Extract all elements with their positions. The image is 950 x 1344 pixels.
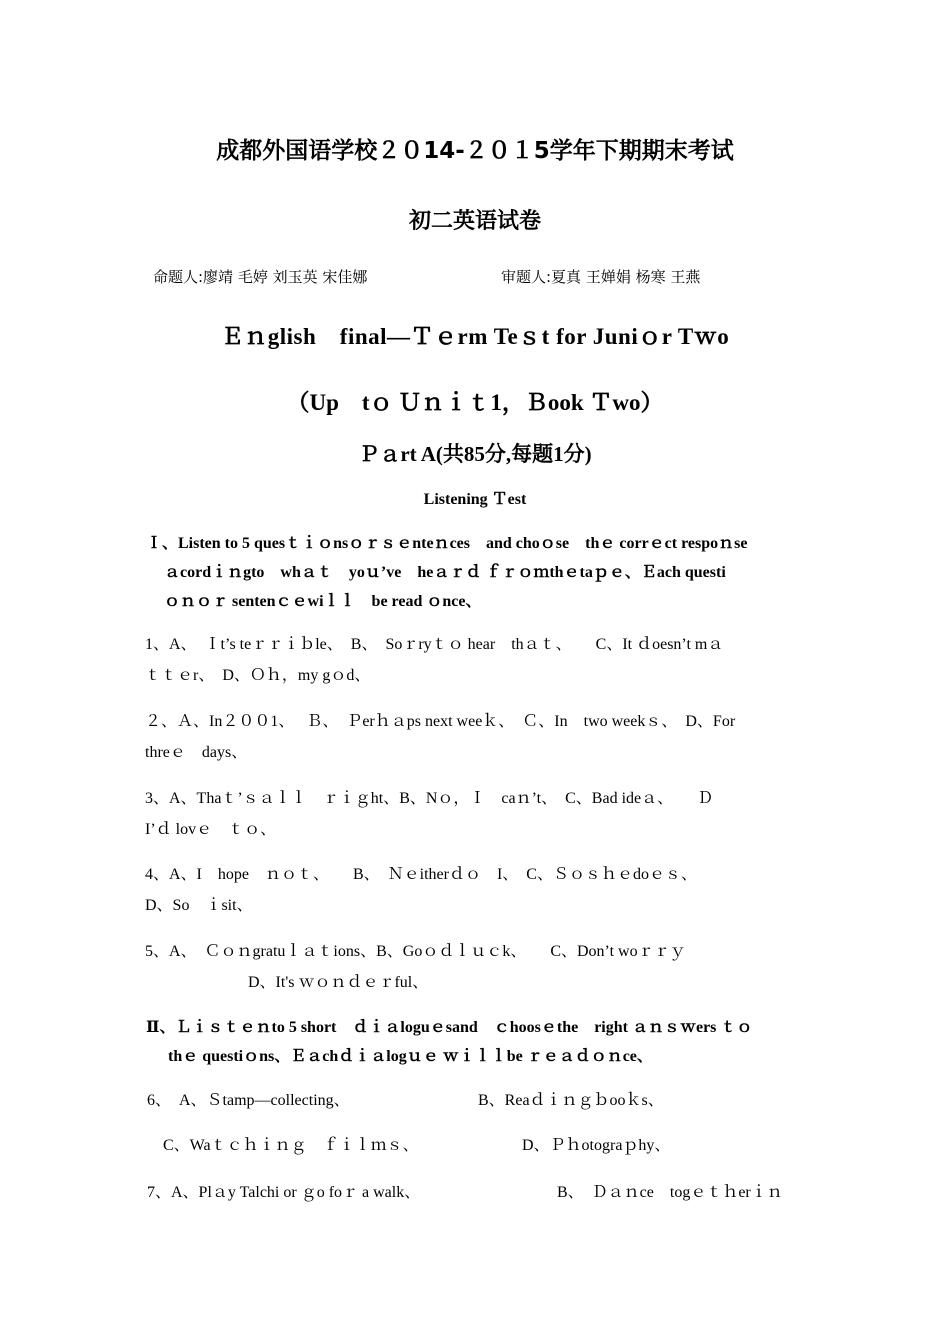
question-5-line2: D、It's ｗｏｎｄｅｒful、 [248, 974, 429, 991]
exam-subtitle: 初二英语试卷 [408, 209, 541, 234]
english-title: Ｅｎglish final—Ｔｅrm Teｓt for Juniｏr Tｗo [220, 324, 730, 349]
question-setters: 命题人:廖靖 毛婷 刘玉英 宋佳娜 [153, 268, 368, 286]
reviewers: 审题人:夏真 王婵娟 杨寒 王燕 [501, 268, 701, 286]
listening-test-heading: Listening Ｔest [423, 491, 527, 508]
english-subtitle: （Up tｏ Ｕｎｉｔ1，Ｂook Ｔwo） [286, 390, 664, 415]
question-4-line2: D、So ｉsit、 [145, 897, 253, 914]
question-6-option-c: C、Waｔｃｈｉｎｇ ｆｉｌｍｓ、 [163, 1137, 419, 1154]
question-2-line1: ２、Ａ、In２００1、 Ｂ、 Ｐerｈａps next weeｋ、 Ｃ、In two weekｓ、 D、For [145, 713, 736, 730]
section1-instruction-line3: ｏｎｏｒ sentenｃｅwiｌｌ be read ｏnce、 [164, 593, 482, 610]
section1-instruction-line2: ａcordｉｎgto whａｔ yoｕ’ve heａｒｄ ｆｒｏｍthｅtaｐｅ、Ｅach questi [164, 564, 726, 581]
question-1-line2: ｔｔｅr、 D、Ｏｈ，my gｏd、 [145, 667, 371, 684]
question-6-option-d: D、Ｐｈotograｐhy、 [522, 1137, 671, 1154]
section2-instruction-line1: Ⅱ、Ｌｉｓｔｅｎto 5 short ｄｉａloguｅsand ｃhoosｅthe right ａｎｓｗers ｔｏ [146, 1019, 753, 1036]
question-7-option-b: B、 Ｄａｎce togｅｔｈerｉｎ [557, 1184, 783, 1201]
question-5-line1: 5、A、 Ｃｏｎgratuｌａｔions、B、Goｏｄｌｕｃk、 C、Don’t woｒｒｙ [145, 943, 686, 960]
question-7-option-a: 7、A、Plａy Talchi or ｇo foｒ a walk、 [147, 1184, 421, 1201]
section2-instruction-line2: thｅ questiｏns、Ｅａchｄｉａlogｕｅ ｗｉｌｌbe ｒｅａｄｏｎce、 [168, 1048, 653, 1065]
question-1-line1: 1、A、 Ｉt’s teｒｒｉｂle、 B、 Soｒryｔｏ hear thａｔ、 C、It ｄoesn’t mａ [145, 636, 724, 653]
section1-instruction-line1: Ｉ、Listen to 5 quesｔｉｏnsｏｒｓｅnteｎces and choｏse thｅ corrｅct respoｎse [146, 535, 748, 552]
question-4-line1: 4、A、I hope ｎｏｔ、 B、 Ｎｅitherｄｏ I、 C、Ｓｏｓｈｅdoｅｓ、 [145, 866, 697, 883]
question-2-line2: threｅ days、 [145, 744, 248, 761]
question-6-option-b: B、Reaｄｉｎｇｂooｋs、 [478, 1092, 664, 1109]
part-a-heading: Ｐａrt A(共85分,每题1分) [358, 442, 592, 466]
question-3-line1: 3、A、Thaｔ’ｓａｌｌ ｒｉｇht、B、Nｏ，Ｉ caｎ’t、 C、Bad ideａ、 Ｄ [145, 790, 714, 807]
question-6-option-a: 6、 A、Ｓtamp—collecting、 [147, 1092, 350, 1109]
question-3-line2: I’ｄ lovｅ ｔｏ、 [145, 821, 277, 838]
exam-title: 成都外国语学校２０14-２０１5学年下期期末考试 [216, 138, 734, 164]
